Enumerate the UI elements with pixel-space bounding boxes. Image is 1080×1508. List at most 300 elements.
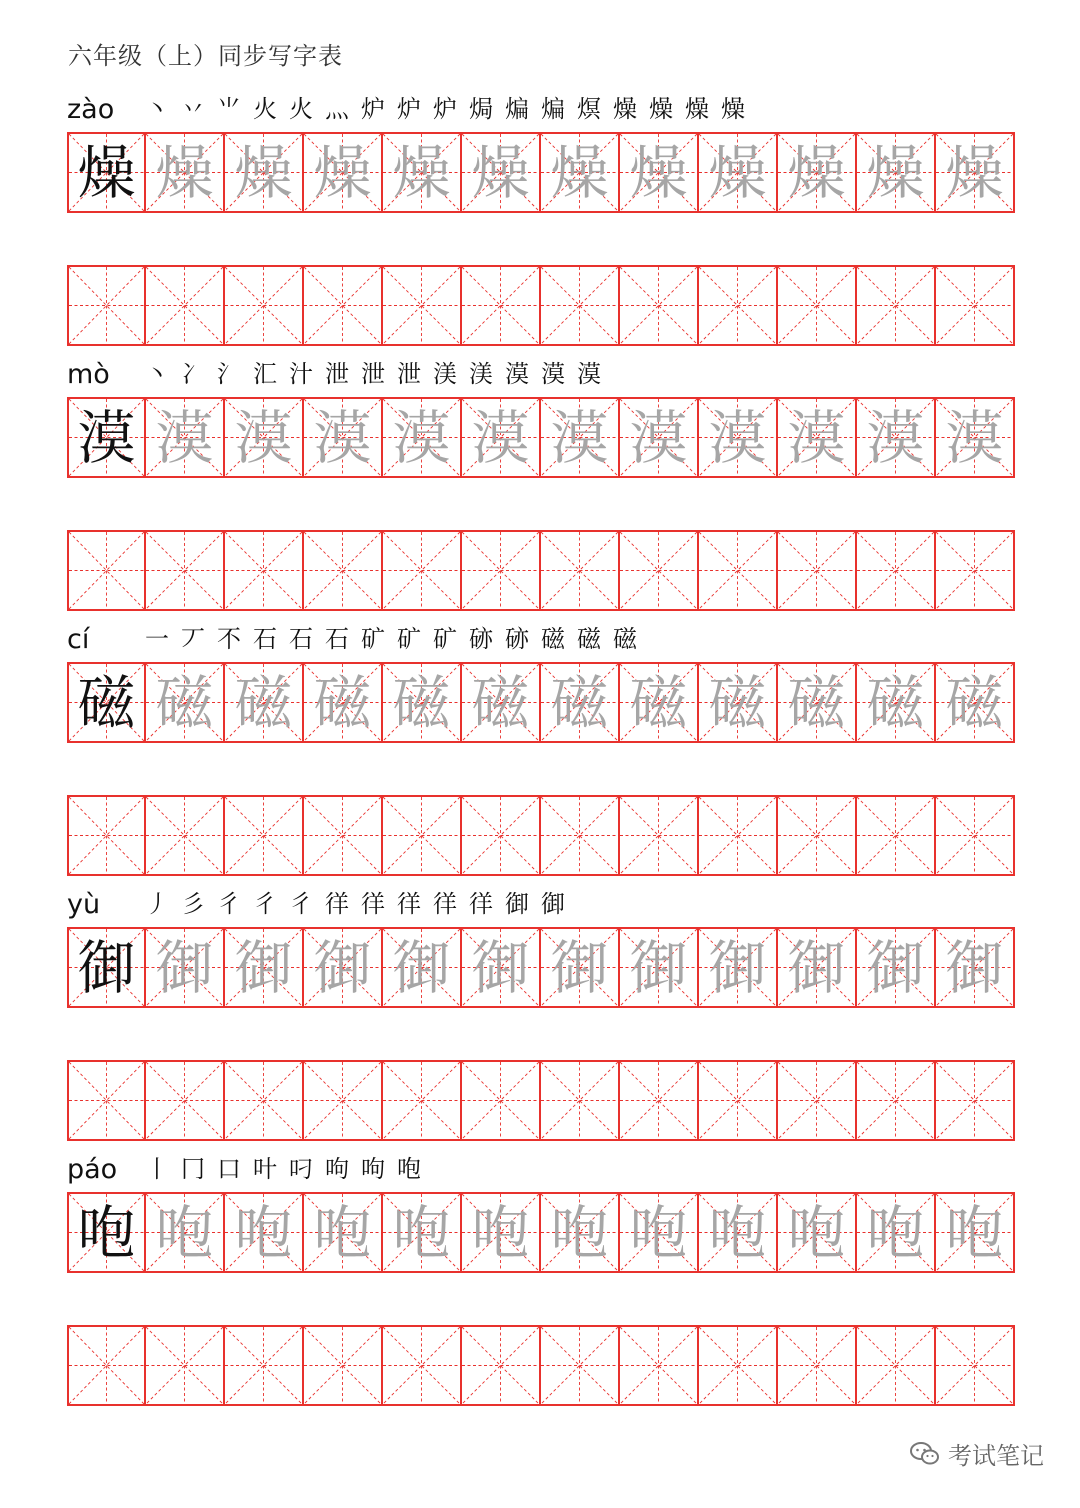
trace-cell [146,134,225,211]
stroke-step: 焗 [469,95,493,123]
stroke-step: 彳 [217,890,241,918]
mi-grid-guide [857,1327,934,1404]
mi-grid-guide [778,797,855,874]
stroke-step: 御 [505,890,529,918]
trace-cell [936,929,1015,1006]
trace-cell [620,134,699,211]
trace-cell [936,664,1015,741]
trace-character: 漠 [787,403,846,472]
stroke-step: 口 [217,1155,241,1183]
trace-cell [778,664,857,741]
trace-cell [304,929,383,1006]
practice-cell[interactable] [383,1062,462,1139]
mi-grid-guide [541,1327,618,1404]
stroke-step: 不 [217,625,241,653]
trace-character: 咆 [155,1198,214,1267]
character-block [67,353,1015,611]
stroke-step: 泄 [361,360,385,388]
trace-character: 漠 [471,403,530,472]
trace-cell [936,134,1015,211]
practice-cell[interactable] [304,1327,383,1404]
model-character: 磁 [77,668,136,737]
trace-cell [778,134,857,211]
trace-cell [541,664,620,741]
stroke-step: 煸 [541,95,565,123]
trace-grid-row [67,1192,1015,1273]
trace-character: 磁 [155,668,214,737]
practice-grid-row [67,1060,1015,1141]
mi-grid-guide [146,1062,223,1139]
trace-cell [857,929,936,1006]
stroke-step: 燥 [721,95,745,123]
mi-grid-guide [778,267,855,344]
stroke-step: 丆 [181,625,205,653]
stroke-step: 渼 [433,360,457,388]
trace-character: 漠 [945,403,1004,472]
mi-grid-guide [620,532,697,609]
practice-cell[interactable] [146,1062,225,1139]
trace-character: 咆 [313,1198,372,1267]
mi-grid-guide [620,797,697,874]
practice-cell[interactable] [146,267,225,344]
mi-grid-guide [225,532,302,609]
trace-grid-row [67,662,1015,743]
practice-cell[interactable] [462,1327,541,1404]
practice-cell[interactable] [699,532,778,609]
practice-cell[interactable] [936,1062,1015,1139]
trace-cell [146,929,225,1006]
mi-grid-guide [304,797,381,874]
trace-cell [857,134,936,211]
trace-character: 漠 [550,403,609,472]
stroke-step: 漠 [577,360,601,388]
trace-character: 咆 [945,1198,1004,1267]
practice-cell[interactable] [699,267,778,344]
trace-character: 磁 [471,668,530,737]
trace-character: 燥 [708,138,767,207]
practice-cell[interactable] [699,1327,778,1404]
mi-grid-guide [304,532,381,609]
trace-character: 御 [708,933,767,1002]
character-block [67,883,1015,1141]
mi-grid-guide [541,797,618,874]
stroke-step: 石 [289,625,313,653]
trace-cell [699,664,778,741]
stroke-step: 泄 [325,360,349,388]
mi-grid-guide [69,797,144,874]
mi-grid-guide [857,797,934,874]
practice-cell[interactable] [857,1327,936,1404]
practice-cell[interactable] [936,267,1015,344]
model-cell [69,399,146,476]
practice-cell[interactable] [383,1327,462,1404]
trace-character: 磁 [392,668,451,737]
trace-cell [699,399,778,476]
mi-grid-guide [69,532,144,609]
mi-grid-guide [383,797,460,874]
character-block [67,1148,1015,1406]
practice-cell[interactable] [146,532,225,609]
trace-character: 磁 [708,668,767,737]
stroke-step: 汇 [253,360,277,388]
stroke-step: 磁 [541,625,565,653]
stroke-step: 火 [253,95,277,123]
watermark-text: 考试笔记 [948,1442,1044,1470]
trace-cell [857,1194,936,1271]
trace-cell [383,664,462,741]
trace-character: 咆 [471,1198,530,1267]
practice-cell[interactable] [225,1327,304,1404]
stroke-step: 叶 [253,1155,277,1183]
practice-cell[interactable] [857,532,936,609]
mi-grid-guide [857,532,934,609]
model-cell [69,1194,146,1271]
practice-cell[interactable] [304,1062,383,1139]
stroke-step: 燥 [613,95,637,123]
trace-cell [462,664,541,741]
pinyin-label: zào [67,94,115,125]
practice-cell[interactable] [699,1062,778,1139]
stroke-step: 丶 [145,95,169,123]
trace-character: 磁 [550,668,609,737]
trace-character: 磁 [629,668,688,737]
stroke-order-row [67,883,1015,927]
trace-character: 咆 [866,1198,925,1267]
trace-cell [857,664,936,741]
mi-grid-guide [936,1327,1013,1404]
mi-grid-guide [778,532,855,609]
mi-grid-guide [541,532,618,609]
stroke-step: 徉 [325,890,349,918]
stroke-step: 徉 [397,890,421,918]
practice-cell[interactable] [699,797,778,874]
practice-cell[interactable] [857,267,936,344]
wechat-icon [910,1441,940,1467]
stroke-sequence [139,357,607,391]
trace-grid-row [67,397,1015,478]
stroke-step: 火 [289,95,313,123]
trace-character: 燥 [234,138,293,207]
practice-cell[interactable] [69,267,146,344]
model-cell [69,929,146,1006]
trace-cell [304,134,383,211]
practice-cell[interactable] [462,1062,541,1139]
stroke-step: 冫 [181,360,205,388]
stroke-step: 呴 [361,1155,385,1183]
pinyin-label: páo [67,1154,118,1185]
practice-cell[interactable] [69,1062,146,1139]
mi-grid-guide [146,267,223,344]
practice-cell[interactable] [304,532,383,609]
mi-grid-guide [699,267,776,344]
trace-character: 御 [945,933,1004,1002]
trace-character: 御 [313,933,372,1002]
practice-cell[interactable] [936,532,1015,609]
trace-character: 燥 [787,138,846,207]
trace-cell [146,664,225,741]
mi-grid-guide [699,797,776,874]
model-cell [69,134,146,211]
stroke-step: 矿 [361,625,385,653]
stroke-step: ⺌ [217,95,241,123]
practice-cell[interactable] [462,797,541,874]
trace-character: 御 [629,933,688,1002]
stroke-step: 磁 [613,625,637,653]
practice-cell[interactable] [541,1062,620,1139]
practice-cell[interactable] [462,267,541,344]
trace-cell [383,929,462,1006]
mi-grid-guide [383,1327,460,1404]
practice-cell[interactable] [304,267,383,344]
practice-cell[interactable] [225,1062,304,1139]
practice-cell[interactable] [778,1062,857,1139]
trace-cell [541,1194,620,1271]
stroke-step: 彡 [181,890,205,918]
stroke-step: 矿 [397,625,421,653]
trace-character: 御 [234,933,293,1002]
practice-cell[interactable] [146,1327,225,1404]
trace-character: 燥 [945,138,1004,207]
mi-grid-guide [383,267,460,344]
trace-character: 漠 [155,403,214,472]
stroke-step: 炉 [433,95,457,123]
trace-cell [146,1194,225,1271]
stroke-step: 汁 [289,360,313,388]
trace-character: 御 [155,933,214,1002]
trace-character: 漠 [866,403,925,472]
practice-cell[interactable] [146,797,225,874]
practice-cell[interactable] [936,1327,1015,1404]
mi-grid-guide [69,267,144,344]
trace-character: 磁 [866,668,925,737]
trace-cell [620,399,699,476]
practice-cell[interactable] [778,532,857,609]
mi-grid-guide [462,1327,539,1404]
practice-cell[interactable] [857,797,936,874]
practice-cell[interactable] [857,1062,936,1139]
practice-cell[interactable] [225,267,304,344]
trace-character: 漠 [629,403,688,472]
mi-grid-guide [462,267,539,344]
practice-cell[interactable] [69,532,146,609]
stroke-step: 丶 [145,360,169,388]
stroke-step: 彳 [289,890,313,918]
trace-cell [383,1194,462,1271]
trace-cell [541,134,620,211]
stroke-order-row [67,353,1015,397]
trace-character: 御 [550,933,609,1002]
trace-cell [225,664,304,741]
mi-grid-guide [778,1062,855,1139]
mi-grid-guide [225,797,302,874]
trace-cell [936,1194,1015,1271]
practice-cell[interactable] [541,532,620,609]
practice-cell[interactable] [462,532,541,609]
stroke-sequence [139,1152,427,1186]
trace-character: 磁 [313,668,372,737]
stroke-step: 燥 [649,95,673,123]
trace-cell [936,399,1015,476]
trace-cell [778,1194,857,1271]
trace-character: 燥 [392,138,451,207]
practice-grid-row [67,1325,1015,1406]
stroke-step: 矿 [433,625,457,653]
character-block [67,618,1015,876]
trace-character: 漠 [234,403,293,472]
model-character: 御 [77,933,136,1002]
trace-cell [304,1194,383,1271]
model-character: 漠 [77,403,136,472]
practice-cell[interactable] [620,532,699,609]
mi-grid-guide [146,532,223,609]
practice-cell[interactable] [541,267,620,344]
trace-cell [699,929,778,1006]
practice-grid-row [67,530,1015,611]
trace-cell [225,1194,304,1271]
mi-grid-guide [383,1062,460,1139]
practice-cell[interactable] [304,797,383,874]
trace-cell [462,134,541,211]
trace-character: 漠 [313,403,372,472]
stroke-step: 硛 [469,625,493,653]
trace-cell [146,399,225,476]
trace-character: 咆 [550,1198,609,1267]
stroke-step: 燥 [685,95,709,123]
mi-grid-guide [620,1062,697,1139]
practice-cell[interactable] [778,797,857,874]
trace-cell [383,134,462,211]
practice-cell[interactable] [620,797,699,874]
stroke-step: 丨 [145,1155,169,1183]
trace-cell [699,1194,778,1271]
stroke-step: 漠 [541,360,565,388]
trace-cell [383,399,462,476]
trace-cell [462,399,541,476]
trace-character: 燥 [313,138,372,207]
model-character: 咆 [77,1198,136,1267]
stroke-step: 炉 [361,95,385,123]
stroke-order-row [67,88,1015,132]
trace-cell [620,664,699,741]
mi-grid-guide [462,797,539,874]
trace-character: 漠 [708,403,767,472]
practice-cell[interactable] [620,1062,699,1139]
stroke-step: 石 [253,625,277,653]
mi-grid-guide [225,1062,302,1139]
trace-cell [541,399,620,476]
trace-cell [699,134,778,211]
stroke-step: 御 [541,890,565,918]
practice-cell[interactable] [620,267,699,344]
stroke-step: 彳 [253,890,277,918]
pinyin-label: cí [67,624,90,655]
trace-grid-row [67,132,1015,213]
stroke-step: 呴 [325,1155,349,1183]
stroke-step: 徉 [469,890,493,918]
trace-cell [620,1194,699,1271]
stroke-order-row [67,618,1015,662]
stroke-sequence [139,622,643,656]
practice-cell[interactable] [383,532,462,609]
stroke-step: 熐 [577,95,601,123]
trace-character: 咆 [392,1198,451,1267]
practice-cell[interactable] [383,797,462,874]
stroke-step: 灬 [325,95,349,123]
practice-cell[interactable] [778,267,857,344]
practice-cell[interactable] [620,1327,699,1404]
practice-grid-row [67,265,1015,346]
practice-cell[interactable] [225,532,304,609]
mi-grid-guide [857,267,934,344]
stroke-step: 渼 [469,360,493,388]
practice-cell[interactable] [69,1327,146,1404]
practice-cell[interactable] [936,797,1015,874]
mi-grid-guide [304,267,381,344]
model-character: 燥 [77,138,136,207]
practice-cell[interactable] [69,797,146,874]
mi-grid-guide [69,1327,144,1404]
trace-character: 燥 [155,138,214,207]
trace-cell [304,399,383,476]
trace-character: 燥 [629,138,688,207]
stroke-step: 氵 [217,360,241,388]
stroke-step: 叼 [289,1155,313,1183]
trace-cell [225,134,304,211]
mi-grid-guide [225,1327,302,1404]
practice-cell[interactable] [541,797,620,874]
practice-cell[interactable] [778,1327,857,1404]
practice-cell[interactable] [541,1327,620,1404]
watermark [910,1436,1044,1471]
trace-cell [778,929,857,1006]
trace-character: 磁 [945,668,1004,737]
practice-cell[interactable] [383,267,462,344]
mi-grid-guide [541,267,618,344]
pinyin-label: yù [67,889,101,920]
mi-grid-guide [936,532,1013,609]
mi-grid-guide [699,1062,776,1139]
practice-cell[interactable] [225,797,304,874]
mi-grid-guide [462,1062,539,1139]
trace-cell [225,929,304,1006]
stroke-step: 徉 [433,890,457,918]
mi-grid-guide [699,1327,776,1404]
trace-cell [857,399,936,476]
mi-grid-guide [304,1062,381,1139]
trace-cell [304,664,383,741]
trace-character: 漠 [392,403,451,472]
stroke-step: 硛 [505,625,529,653]
trace-cell [778,399,857,476]
trace-cell [462,929,541,1006]
mi-grid-guide [541,1062,618,1139]
mi-grid-guide [699,532,776,609]
trace-character: 燥 [550,138,609,207]
mi-grid-guide [857,1062,934,1139]
trace-character: 御 [471,933,530,1002]
page-title: 六年级（上）同步写字表 [68,42,343,70]
character-block [67,88,1015,346]
mi-grid-guide [936,1062,1013,1139]
trace-cell [620,929,699,1006]
stroke-step: 徉 [361,890,385,918]
stroke-step: 泄 [397,360,421,388]
trace-character: 御 [866,933,925,1002]
model-cell [69,664,146,741]
stroke-step: 冂 [181,1155,205,1183]
trace-grid-row [67,927,1015,1008]
mi-grid-guide [936,267,1013,344]
